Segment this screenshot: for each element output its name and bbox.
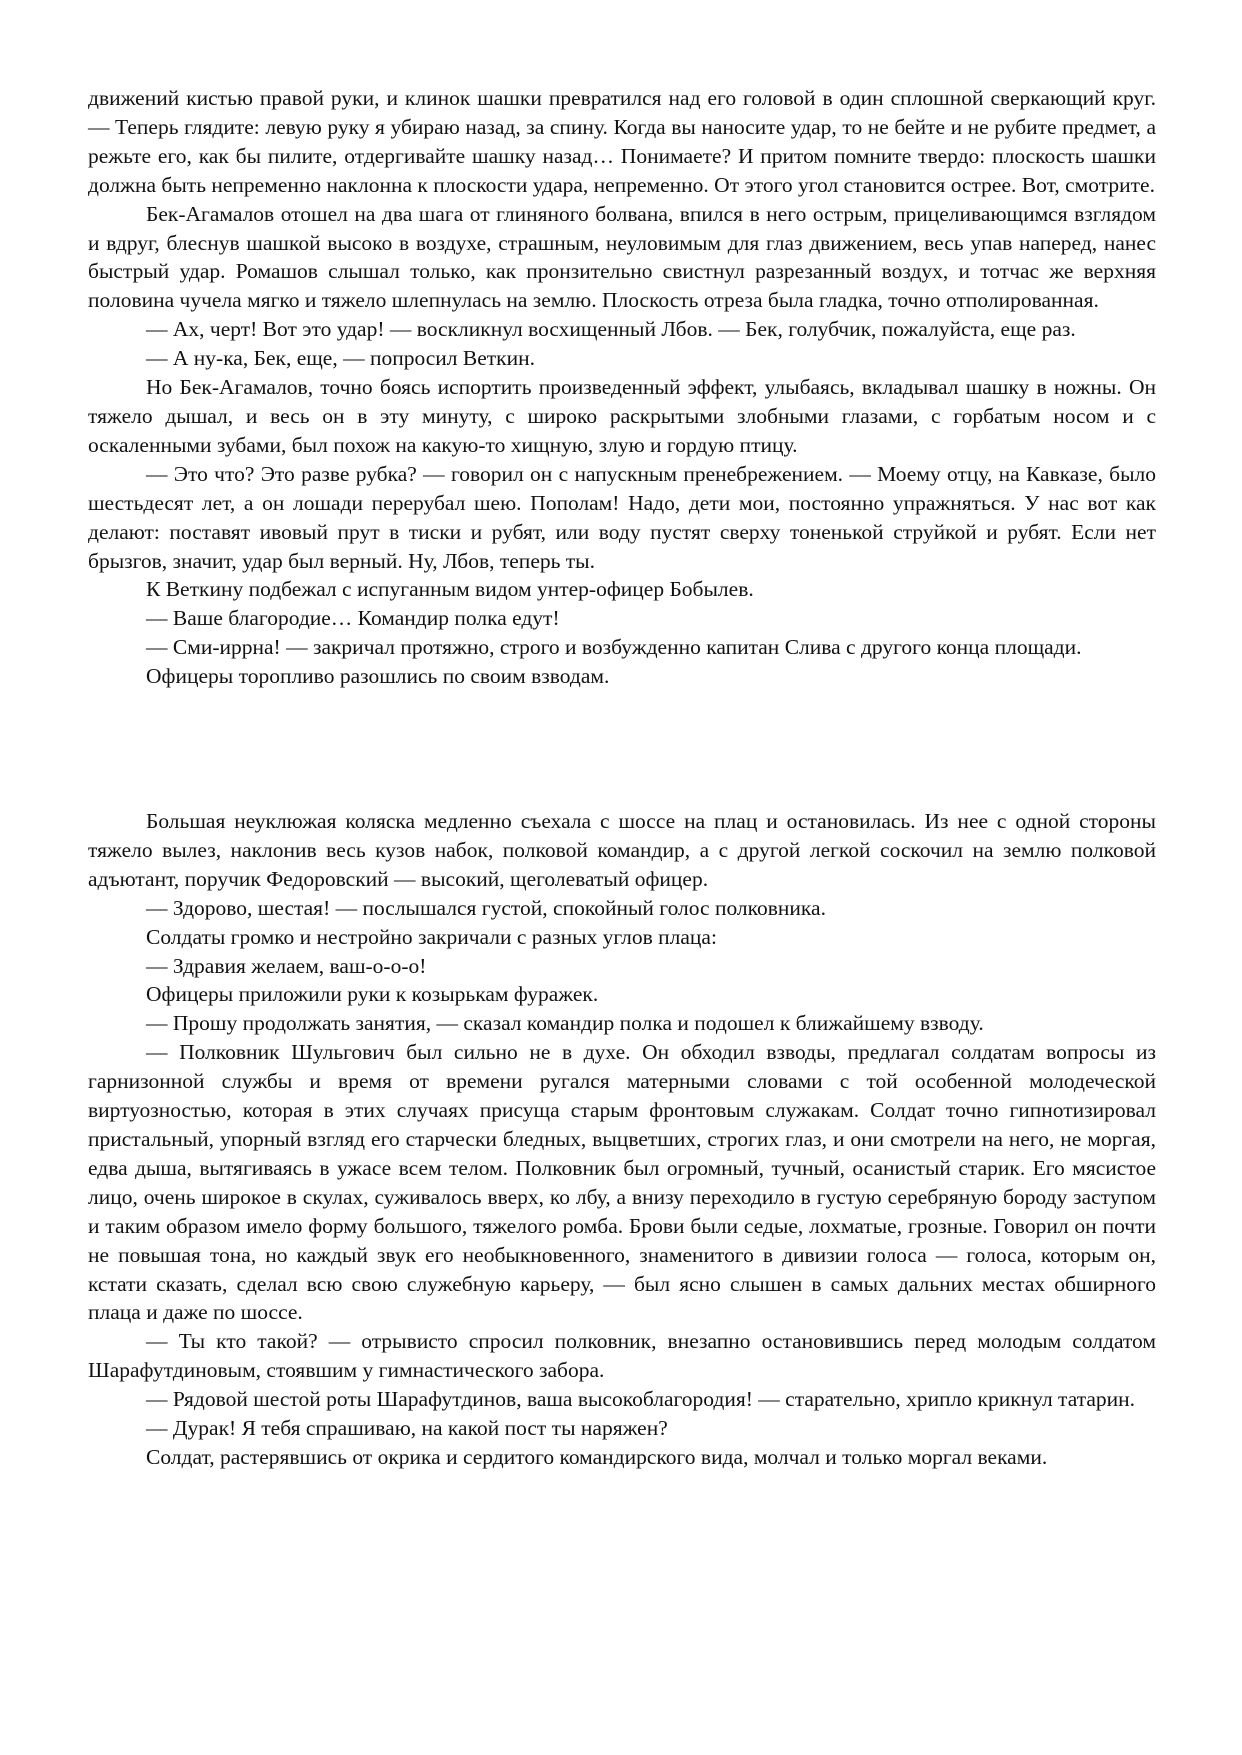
paragraph: — Ты кто такой? — отрывисто спросил полковник, внезапно остановившись перед молодым солдатом Шарафутдиновым, стоявшим у гимнастического забора.: [88, 1329, 1156, 1383]
document-page: [88, 84, 1156, 1472]
paragraph: Солдат, растерявшись от окрика и сердитого командирского вида, молчал и только моргал веками.: [146, 1444, 1048, 1469]
paragraph: Бек-Агамалов отошел на два шага от глиняного болвана, впился в него острым, прицеливающимся взглядом и вдруг, блеснув шашкой высоко в воздухе, страшным, неуловимым для глаз движением, весь упав наперед, нанес быстрый удар. Ромашов слышал только, как пронзительно свистнул разрезанный воздух, и тотчас же верхняя половина чучела мягко и тяжело шлепнулась на землю. Плоскость отреза была гладка, точно отполированная.: [88, 201, 1156, 313]
paragraph: — Ваше благородие… Командир полка едут!: [146, 606, 560, 631]
paragraph: Офицеры торопливо разошлись по своим взводам.: [146, 664, 610, 689]
paragraph: — Ах, черт! Вот это удар! — воскликнул восхищенный Лбов. — Бек, голубчик, пожалуйста, еще раз.: [146, 317, 1076, 342]
paragraph: — Полковник Шульгович был сильно не в духе. Он обходил взводы, предлагал солдатам вопросы из гарнизонной службы и время от времени ругался матерными словами с той особенной молодеческой виртуозностью, которая в этих случаях присуща старым фронтовым служакам. Солдат точно гипнотизировал пристальный, упорный взгляд его старчески бледных, выцветших, строгих глаз, и они смотрели на него, не моргая, едва дыша, вытягиваясь в ужасе всем телом. Полковник был огромный, тучный, осанистый старик. Его мясистое лицо, очень широкое в скулах, суживалось вверх, ко лбу, а внизу переходило в густую серебряную бороду заступом и таким образом имело форму большого, тяжелого ромба. Брови были седые, лохматые, грозные. Говорил он почти не повышая тона, но каждый звук его необыкновенного, знаменитого в дивизии голоса — голоса, которым он, кстати сказать, сделал всю свою служебную карьеру, — был ясно слышен в самых дальних местах обширного плаца и даже по шоссе.: [88, 1040, 1156, 1325]
paragraph: — Здорово, шестая! — послышался густой, спокойный голос полковника.: [146, 895, 826, 920]
paragraph: Офицеры приложили руки к козырькам фуражек.: [146, 982, 599, 1007]
paragraph: — Здравия желаем, ваш-о-о-о!: [146, 953, 427, 978]
paragraph: К Веткину подбежал с испуганным видом унтер-офицер Бобылев.: [146, 577, 754, 602]
paragraph: — Рядовой шестой роты Шарафутдинов, ваша высокоблагородия! — старательно, хрипло крикнул татарин.: [146, 1387, 1136, 1412]
paragraph: Солдаты громко и нестройно закричали с разных углов плаца:: [146, 924, 717, 949]
paragraph: — Дурак! Я тебя спрашиваю, на какой пост ты наряжен?: [146, 1416, 668, 1441]
paragraph: — Прошу продолжать занятия, — сказал командир полка и подошел к ближайшему взводу.: [146, 1011, 984, 1036]
paragraph: — Это что? Это разве рубка? — говорил он с напускным пренебрежением. — Моему отцу, на Кавказе, было шестьдесят лет, а он лошади перерубал шею. Пополам! Надо, дети мои, постоянно упражняться. У нас вот как делают: поставят ивовый прут в тиски и рубят, или воду пустят сверху тоненькой струйкой и рубят. Если нет брызгов, значит, удар был верный. Ну, Лбов, теперь ты.: [88, 461, 1156, 573]
paragraph: Большая неуклюжая коляска медленно съехала с шоссе на плац и остановилась. Из нее с одной стороны тяжело вылез, наклонив весь кузов набок, полковой командир, а с другой легкой соскочил на землю полковой адъютант, поручик Федоровский — высокий, щеголеватый офицер.: [88, 809, 1156, 891]
paragraph: — А ну-ка, Бек, еще, — попросил Веткин.: [146, 346, 536, 371]
paragraph: движений кистью правой руки, и клинок шашки превратился над его головой в один сплошной сверкающий круг. — Теперь глядите: левую руку я убираю назад, за спину. Когда вы наносите удар, то не бейте и не рубите предмет, а режьте его, как бы пилите, отдергивайте шашку назад… Понимаете? И притом помните твердо: плоскость шашки должна быть непременно наклонна к плоскости удара, непременно. От этого угол становится острее. Вот, смотрите.: [88, 86, 1156, 197]
section-break: [88, 691, 1156, 807]
paragraph: — Сми-иррна! — закричал протяжно, строго и возбужденно капитан Слива с другого конца площади.: [146, 635, 1082, 660]
paragraph: Но Бек-Агамалов, точно боясь испортить произведенный эффект, улыбаясь, вкладывал шашку в ножны. Он тяжело дышал, и весь он в эту минуту, с широко раскрытыми злобными глазами, с горбатым носом и с оскаленными зубами, был похож на какую-то хищную, злую и гордую птицу.: [88, 375, 1156, 457]
